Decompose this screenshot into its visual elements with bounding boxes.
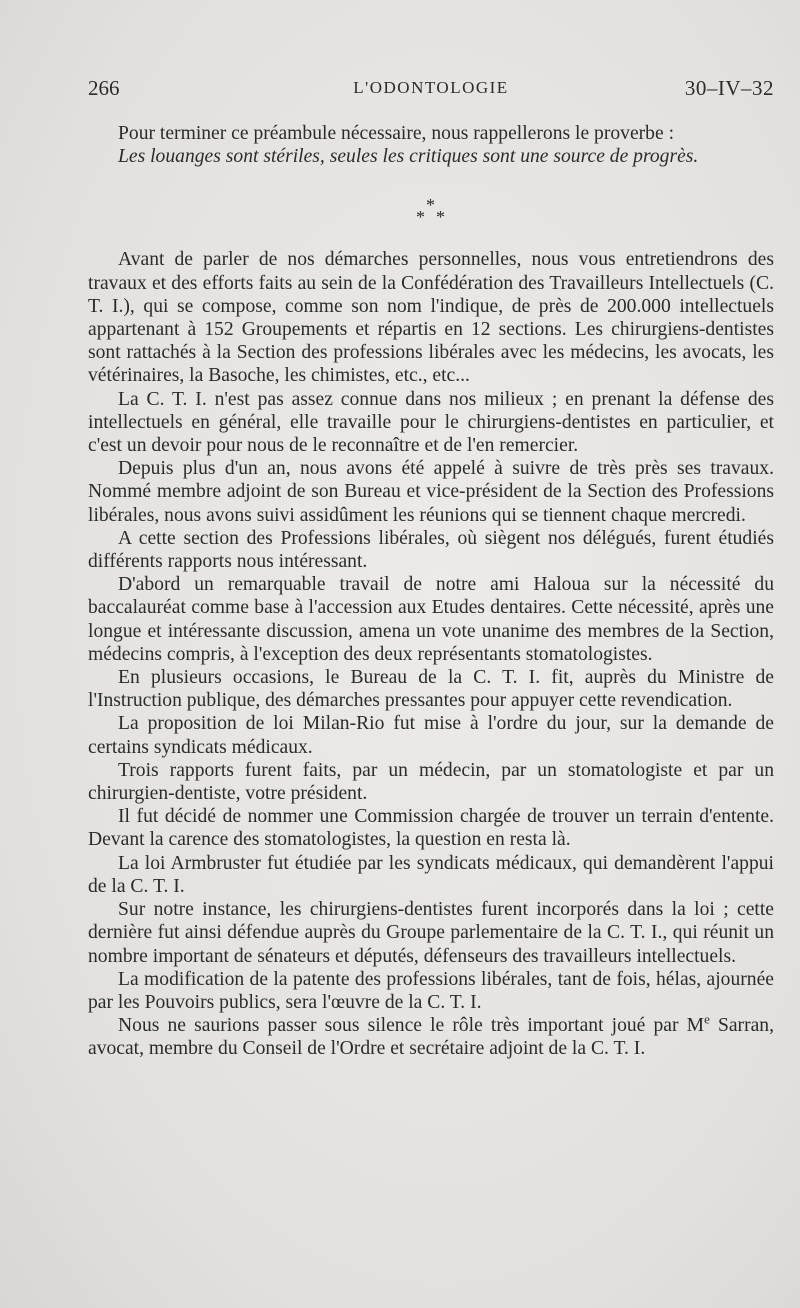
- page-header: [88, 76, 774, 106]
- paragraph: La proposition de loi Milan-Rio fut mise à l'ordre du jour, sur la demande de certains syndicats médicaux.: [88, 713, 774, 758]
- paragraph: Il fut décidé de nommer une Commission chargée de trouver un terrain d'entente. Devant la carence des stomatologistes, la question en resta là.: [88, 806, 774, 851]
- last-paragraph: [88, 1011, 774, 1060]
- asterism-star-top: *: [426, 195, 435, 216]
- asterism-star-left: *: [416, 207, 425, 228]
- proverb-line: Les louanges sont stériles, seules les critiques sont une source de progrès.: [118, 146, 699, 168]
- intro-line: Pour terminer ce préambule nécessaire, nous rappellerons le proverbe :: [118, 123, 675, 144]
- issue-date: 30–IV–32: [684, 76, 774, 100]
- paragraph: La C. T. I. n'est pas assez connue dans nos milieux ; en prenant la défense des intellectuels en général, elle travaille pour le chirurgiens-dentistes en particulier, et c'est un devoir pour nous de le reconnaître et de l'en remercier.: [88, 388, 774, 457]
- paragraph: En plusieurs occasions, le Bureau de la C. T. I. fit, auprès du Ministre de l'Instruction publique, des démarches pressantes pour appuyer cette revendication.: [88, 667, 774, 712]
- paragraph: La loi Armbruster fut étudiée par les syndicats médicaux, qui demandèrent l'appui de la C. T. I.: [88, 852, 774, 897]
- page-number: 266: [88, 76, 120, 100]
- paragraph: Avant de parler de nos démarches personnelles, nous vous entretiendrons des travaux et des efforts faits au sein de la Confédération des Travailleurs Intellectuels (C. T. I.), qui se compose, comme son nom l'indique, de près de 200.000 intellectuels appartenant à 152 Groupements et répartis en 12 sections. Les chirurgiens-dentistes sont rattachés à la Section des professions libérales avec les médecins, les avocats, les vétérinaires, la Basoche, les chimistes, etc., etc...: [88, 249, 774, 387]
- last-paragraph-text-end: Sarran, avocat, membre du Conseil de l'Ordre et secrétaire adjoint de la C. T. I.: [88, 1015, 774, 1060]
- section-separator: [88, 182, 774, 240]
- honorific-superscript: e: [704, 1011, 710, 1027]
- paragraph: D'abord un remarquable travail de notre ami Haloua sur la nécessité du baccalauréat comme base à l'accession aux Etudes dentaires. Cette nécessité, après une longue et intéressante discussion, amena un vote unanime des membres de la Section, médecins compris, à l'exception des deux représentants stomatologistes.: [88, 574, 774, 665]
- paragraph: Trois rapports furent faits, par un médecin, par un stomatologiste et par un chirurgien-dentiste, votre président.: [88, 759, 774, 805]
- asterism-star-right: *: [436, 207, 445, 228]
- paragraph: La modification de la patente des professions libérales, tant de fois, hélas, ajournée par les Pouvoirs publics, sera l'œuvre de la C. T. I.: [88, 968, 774, 1013]
- last-paragraph-text-start: Nous ne saurions passer sous silence le rôle très important joué par M: [118, 1015, 705, 1037]
- paragraph: A cette section des Professions libérales, où siègent nos délégués, furent étudiés différents rapports nous intéressant.: [88, 527, 774, 573]
- article-body: [88, 122, 774, 1061]
- paragraph: Sur notre instance, les chirurgiens-dentistes furent incorporés dans la loi ; cette dernière fut ainsi défendue auprès du Groupe parlementaire de la C. T. I., qui réunit un nombre important de sénateurs et députés, défenseurs des travailleurs intellectuels.: [88, 899, 774, 967]
- paragraph: Depuis plus d'un an, nous avons été appelé à suivre de très près ses travaux. Nommé membre adjoint de son Bureau et vice-président de la Section des Professions libérales, nous avons suivi assidûment les réunions qui se tiennent chaque mercredi.: [88, 458, 774, 526]
- running-title: L'ODONTOLOGIE: [353, 78, 509, 97]
